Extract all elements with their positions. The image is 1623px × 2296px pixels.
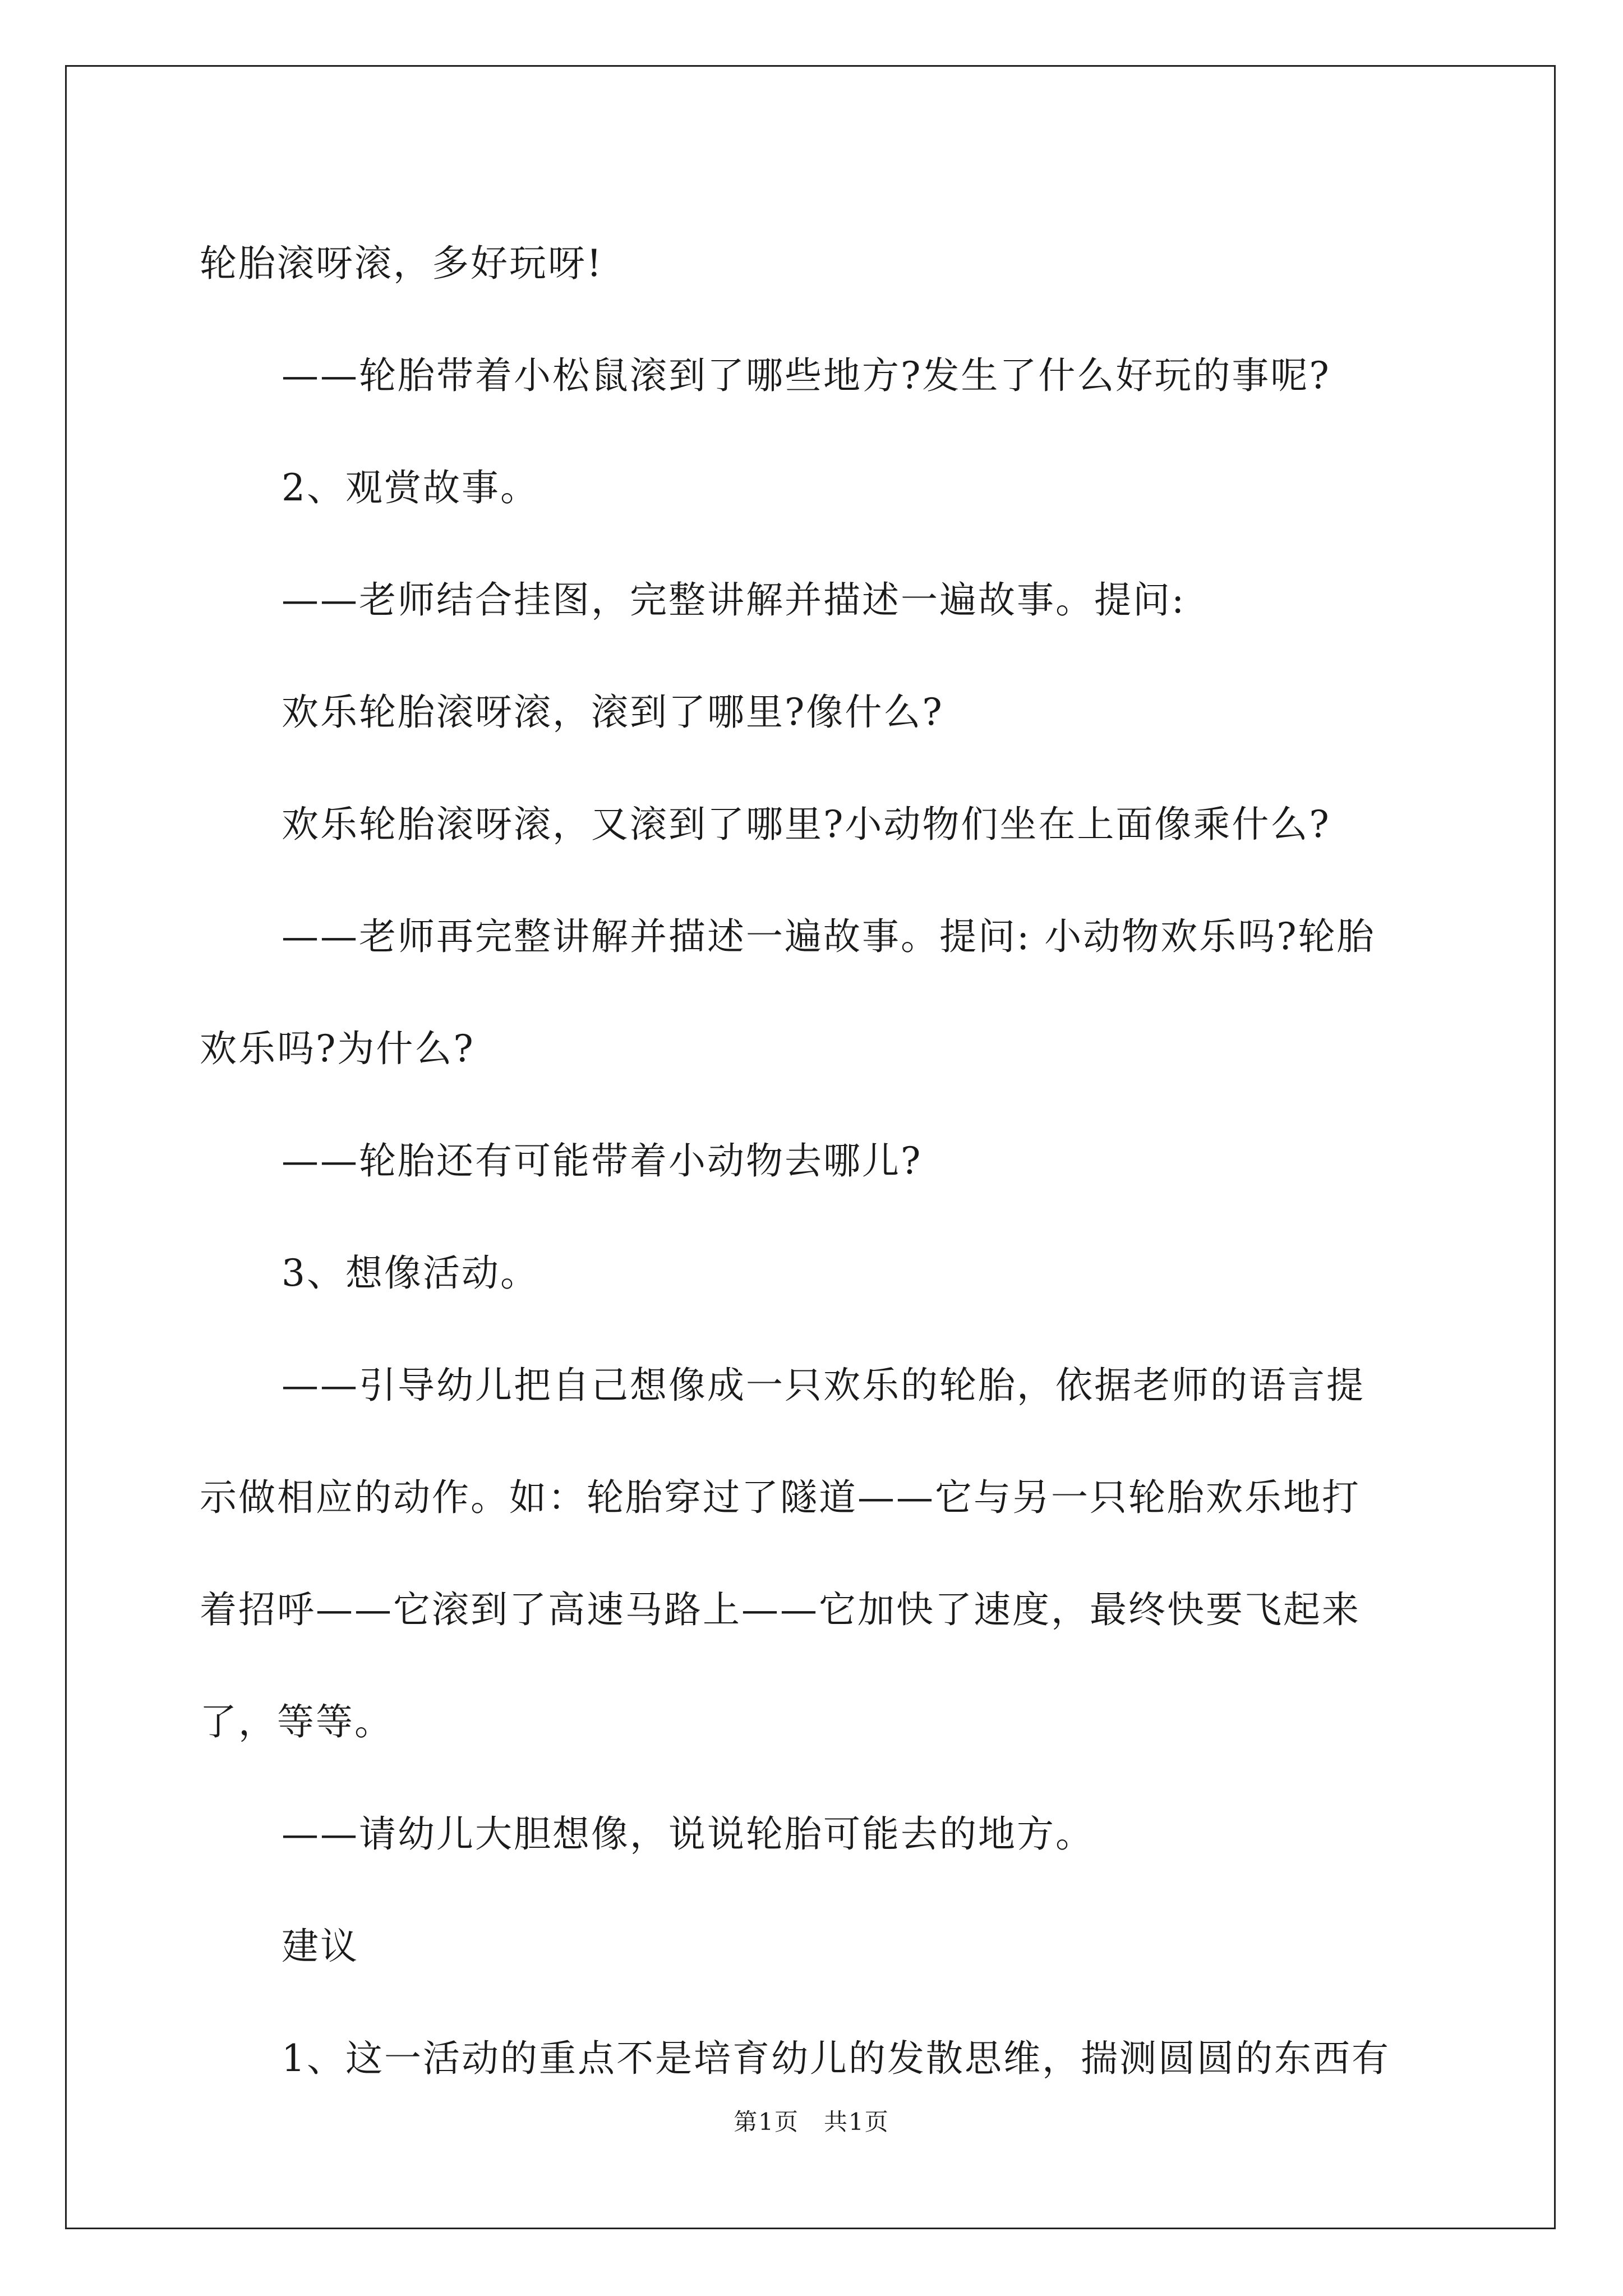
- paragraph-line: ——老师再完整讲解并描述一遍故事。提问: 小动物欢乐吗?轮胎: [282, 915, 1376, 958]
- paragraph-line: 欢乐轮胎滚呀滚，又滚到了哪里?小动物们坐在上面像乘什么?: [282, 803, 1331, 846]
- paragraph-line: ——请幼儿大胆想像，说说轮胎可能去的地方。: [282, 1812, 1094, 1856]
- paragraph-line: 欢乐轮胎滚呀滚，滚到了哪里?像什么?: [282, 691, 944, 734]
- paragraph-line: 3、想像活动。: [282, 1251, 539, 1295]
- paragraph-line: 1、这一活动的重点不是培育幼儿的发散思维，揣测圆圆的东西有: [282, 2037, 1390, 2080]
- paragraph-line: ——轮胎还有可能带着小动物去哪儿?: [282, 1139, 923, 1182]
- paragraph-line: ——老师结合挂图，完整讲解并描述一遍故事。提问:: [282, 578, 1186, 622]
- paragraph-line: ——引导幼儿把自己想像成一只欢乐的轮胎，依据老师的语言提: [282, 1364, 1365, 1407]
- paragraph-line: 了，等等。: [200, 1700, 393, 1743]
- document-body: [200, 208, 1433, 2115]
- page-number-footer: 第1页 共1页: [734, 2108, 889, 2136]
- paragraph-line: 示做相应的动作。如：轮胎穿过了隧道——它与另一只轮胎欢乐地打: [200, 1476, 1361, 1519]
- paragraph-line: 欢乐吗?为什么?: [200, 1027, 475, 1070]
- paragraph-line: ——轮胎带着小松鼠滚到了哪些地方?发生了什么好玩的事呢?: [282, 354, 1331, 397]
- section-heading: 建议: [282, 1925, 359, 1968]
- paragraph-line: 着招呼——它滚到了高速马路上——它加快了速度，最终快要飞起来: [200, 1588, 1361, 1631]
- paragraph-line: 2、观赏故事。: [282, 466, 539, 509]
- paragraph-line: 轮胎滚呀滚，多好玩呀!: [200, 242, 603, 285]
